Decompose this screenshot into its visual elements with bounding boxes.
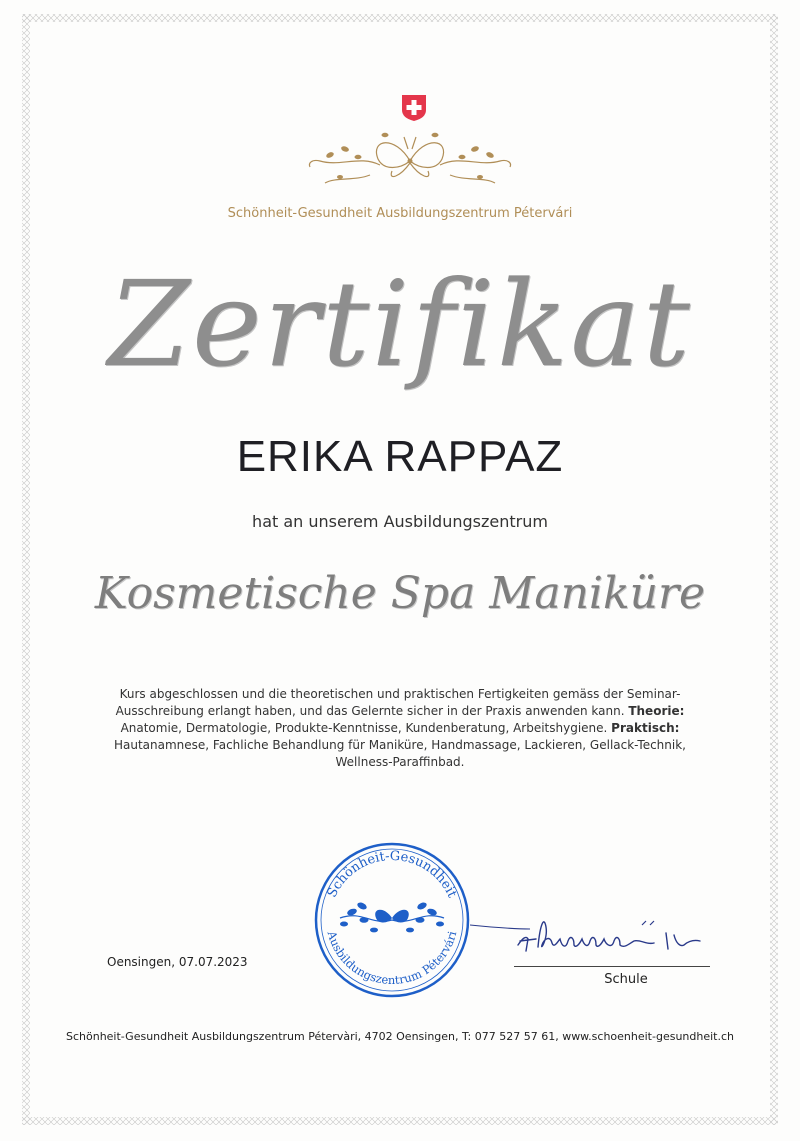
institute-name: Schönheit-Gesundheit Ausbildungszentrum Pétervári (227, 206, 573, 221)
signature-label: Schule (604, 972, 648, 987)
stamp-top-text: Schönheit-Gesundheit (324, 848, 460, 901)
recipient-name: ERIKA RAPPAZ (236, 432, 564, 481)
theory-text: Anatomie, Dermatologie, Produkte-Kenntnisse, Kundenberatung, Arbeitshygiene. (120, 721, 612, 735)
course-name: Kosmetische Spa Maniküre (94, 568, 706, 619)
place-and-date: Oensingen, 07.07.2023 (107, 955, 248, 969)
golden-butterfly-ornament (300, 125, 520, 189)
intro-text: hat an unserem Ausbildungszentrum (252, 512, 548, 531)
course-description (110, 686, 690, 771)
school-signature (470, 905, 720, 965)
theory-label: Theorie: (628, 704, 685, 718)
description-text: Kurs abgeschlossen und die theoretischen und praktischen Fertigkeiten gemäss der Seminar-Ausschreibung erlangt haben, und das Gelernte sicher in der Praxis anwenden kann. (115, 687, 681, 718)
practice-label: Praktisch: (611, 721, 680, 735)
school-stamp (312, 840, 472, 1000)
certificate-title: Zertifikat (107, 255, 693, 393)
signature-line (514, 966, 710, 967)
stamp-bottom-text: Ausbildungszentrum Pétervári (324, 929, 460, 988)
swiss-flag-icon (400, 94, 428, 122)
footer-contact: Schönheit-Gesundheit Ausbildungszentrum Pétervàri, 4702 Oensingen, T: 077 527 57 61, www.schoenheit-gesundheit.ch (65, 1030, 734, 1043)
practice-text: Hautanamnese, Fachliche Behandlung für Maniküre, Handmassage, Lackieren, Gellack-Technik, Wellness-Paraffinbad. (113, 738, 686, 769)
